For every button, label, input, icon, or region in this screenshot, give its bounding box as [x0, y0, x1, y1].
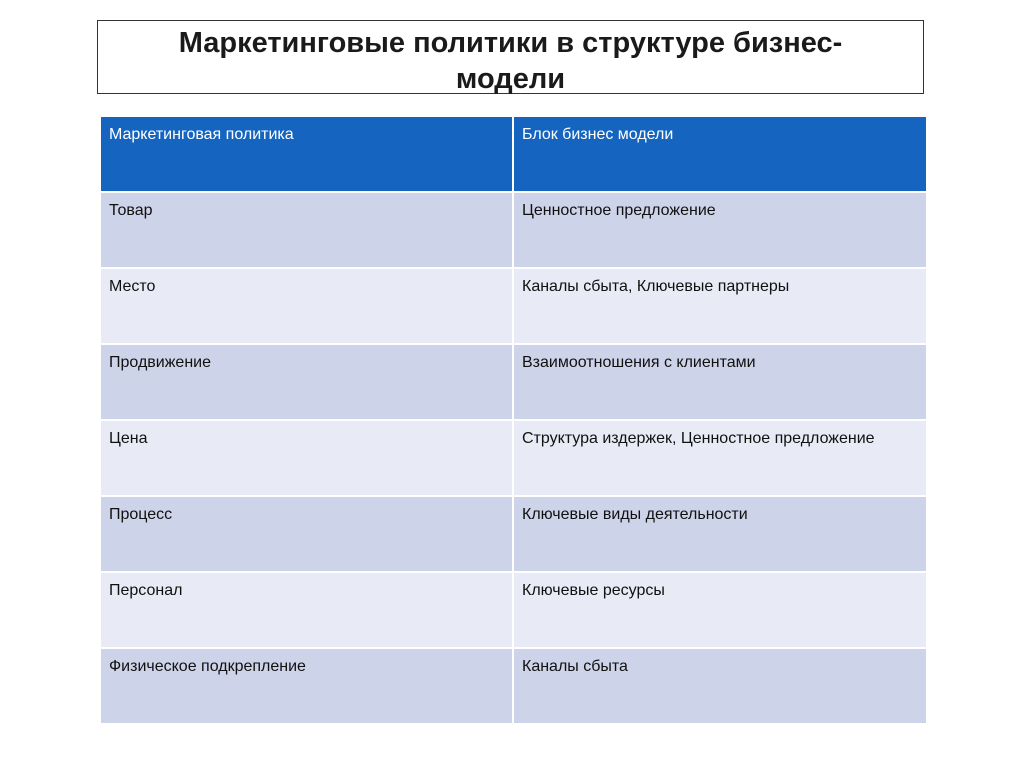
header-marketing-policy: Маркетинговая политика — [101, 117, 513, 192]
table-row — [101, 344, 926, 420]
table-row — [101, 496, 926, 572]
block-cell: Каналы сбыта, Ключевые партнеры — [513, 268, 926, 344]
block-cell: Взаимоотношения с клиентами — [513, 344, 926, 420]
policy-cell: Физическое подкрепление — [101, 648, 513, 724]
policy-cell: Продвижение — [101, 344, 513, 420]
block-cell: Каналы сбыта — [513, 648, 926, 724]
block-cell: Ценностное предложение — [513, 192, 926, 268]
slide-title: Маркетинговые политики в структуре бизнес-модели — [97, 20, 924, 94]
policy-table — [101, 117, 926, 725]
policy-cell: Место — [101, 268, 513, 344]
policy-cell: Цена — [101, 420, 513, 496]
block-cell: Ключевые виды деятельности — [513, 496, 926, 572]
header-business-model-block: Блок бизнес модели — [513, 117, 926, 192]
table-header-row — [101, 117, 926, 192]
table-row — [101, 572, 926, 648]
policy-cell: Персонал — [101, 572, 513, 648]
table-row — [101, 192, 926, 268]
table-row — [101, 648, 926, 724]
block-cell: Ключевые ресурсы — [513, 572, 926, 648]
policy-cell: Процесс — [101, 496, 513, 572]
table-row — [101, 268, 926, 344]
block-cell: Структура издержек, Ценностное предложение — [513, 420, 926, 496]
table-row — [101, 420, 926, 496]
policy-cell: Товар — [101, 192, 513, 268]
